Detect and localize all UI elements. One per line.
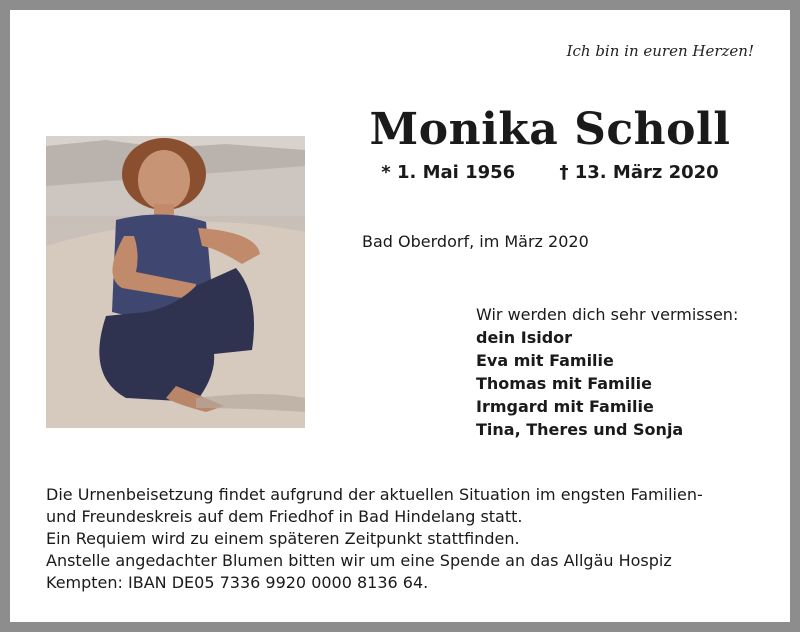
- mourner-name: Irmgard mit Familie: [476, 397, 654, 416]
- deceased-name: Monika Scholl: [369, 104, 731, 155]
- birth-date: * 1. Mai 1956: [381, 162, 516, 183]
- notice-line: und Freundeskreis auf dem Friedhof in Bad Hindelang statt.: [46, 507, 523, 526]
- notice-line: Anstelle angedachter Blumen bitten wir um eine Spende an das Allgäu Hospiz: [46, 551, 672, 570]
- mourners-block: [476, 303, 738, 441]
- funeral-notice: [46, 484, 766, 594]
- mourner-name: Eva mit Familie: [476, 351, 614, 370]
- life-dates: [340, 162, 760, 183]
- motto: Ich bin in euren Herzen!: [566, 42, 754, 60]
- obituary-card: [10, 10, 790, 622]
- place-date: Bad Oberdorf, im März 2020: [362, 232, 589, 251]
- notice-line: Kempten: IBAN DE05 7336 9920 0000 8136 64.: [46, 573, 429, 592]
- notice-line: Ein Requiem wird zu einem späteren Zeitpunkt stattfinden.: [46, 529, 520, 548]
- portrait-photo: [46, 136, 305, 428]
- mourner-name: Thomas mit Familie: [476, 374, 652, 393]
- death-date: † 13. März 2020: [559, 162, 719, 183]
- notice-line: Die Urnenbeisetzung findet aufgrund der aktuellen Situation im engsten Familien-: [46, 485, 703, 504]
- mourner-name: Tina, Theres und Sonja: [476, 420, 684, 439]
- mourner-name: dein Isidor: [476, 328, 573, 347]
- mourners-intro: Wir werden dich sehr vermissen:: [476, 305, 739, 324]
